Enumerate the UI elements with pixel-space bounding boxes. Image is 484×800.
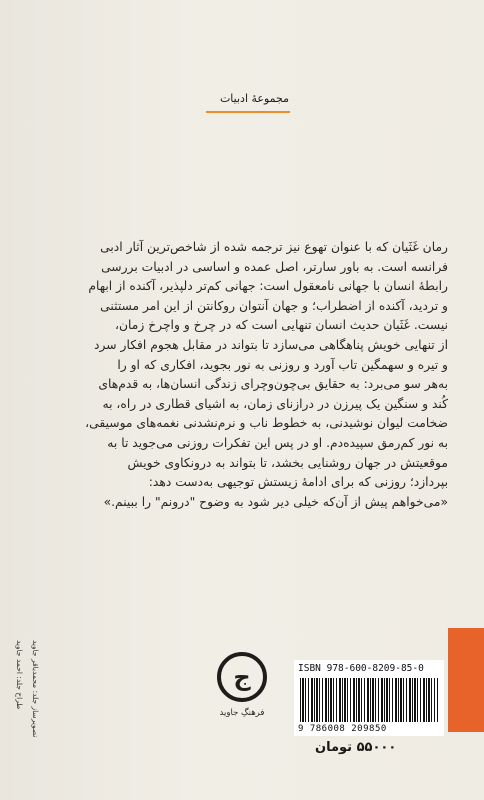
cover-credits [5,640,45,790]
blurb-line: به نور کم‌رمق سپیده‌دم. او در پس این تفکرات روزنی می‌جوید تا به [107,435,448,450]
series-underline [206,111,290,113]
isbn-number: ISBN 978-600-8209-85-0 [298,663,424,674]
logo-letter: ج [233,663,251,691]
blurb-line: فرانسه است. به باور سارتر، اصل عمده و اساسی در ادبیات بررسی [101,259,448,274]
blurb-line: موقعیتش در جهان روشنایی بخشد، تا بتواند به درونکاوی خویش [127,455,448,470]
blurb-line: بپردازد؛ روزنی که برای ادامهٔ زیستش توجیهی به‌دست دهد: [148,475,448,490]
cover-designer-credit: طراح جلد: احمد جاوید [15,640,24,710]
blurb-line: و تیره و سهمگین تاب آورد و روزنی به نور بجوید، افکاری که او را [117,357,448,372]
blurb-line: «می‌خواهم پیش از آن‌که خیلی دیر شود به وضوح "درونم" را ببینم.» [103,494,448,509]
orange-spine-band [448,628,484,732]
barcode-digits: 9 786008 209850 [298,724,387,734]
publisher-logo [215,650,269,704]
blurb-line: نیست. غَثَیان حدیث انسان تنهایی است که در چرخ و واچرخ زمان، [115,318,448,333]
price-label: ۵۵۰۰۰ تومان [315,740,397,755]
blurb-line: ضخامت لیوان نوشیدنی، به خطوط ناب و نرم‌نشدنی نغمه‌های موسیقی، [85,416,448,431]
illustrator-credit: تصویرساز جلد: محمدباقر جاوید [31,640,40,738]
blurb-line: رمان غَثَیان که با عنوان تهوع نیز ترجمه شده از شاخص‌ترین آثار ادبی [100,240,448,254]
blurb-line: به‌هر سو می‌برد: به حقایق بی‌چون‌وچرای زندگی انسان‌ها، به قدم‌های [98,377,448,392]
blurb-line: از تنهایی خویش پناهگاهی می‌سازد تا بتواند در مقابل هجوم افکار سرد [94,337,448,352]
isbn-barcode [294,660,444,736]
blurb-line: رابطهٔ انسان با جهانی نامعقول است: جهانی کم‌تر دلپذیر، آکنده از ابهام [88,279,448,294]
barcode-bars [300,678,438,722]
blurb-line: کُند و سنگین یک پیرزن در درازنای زمان، به اشیای قطاری در راه، به [102,396,448,411]
blurb-line: و تردید، آکنده از اضطراب؛ و جهان آنتوان روکانتن از این امر مستثنی [100,298,448,313]
blurb-text [48,238,448,512]
publisher-name: فرهنگِ جاوید [219,708,265,718]
series-label: مجموعهٔ ادبیات [219,92,289,105]
